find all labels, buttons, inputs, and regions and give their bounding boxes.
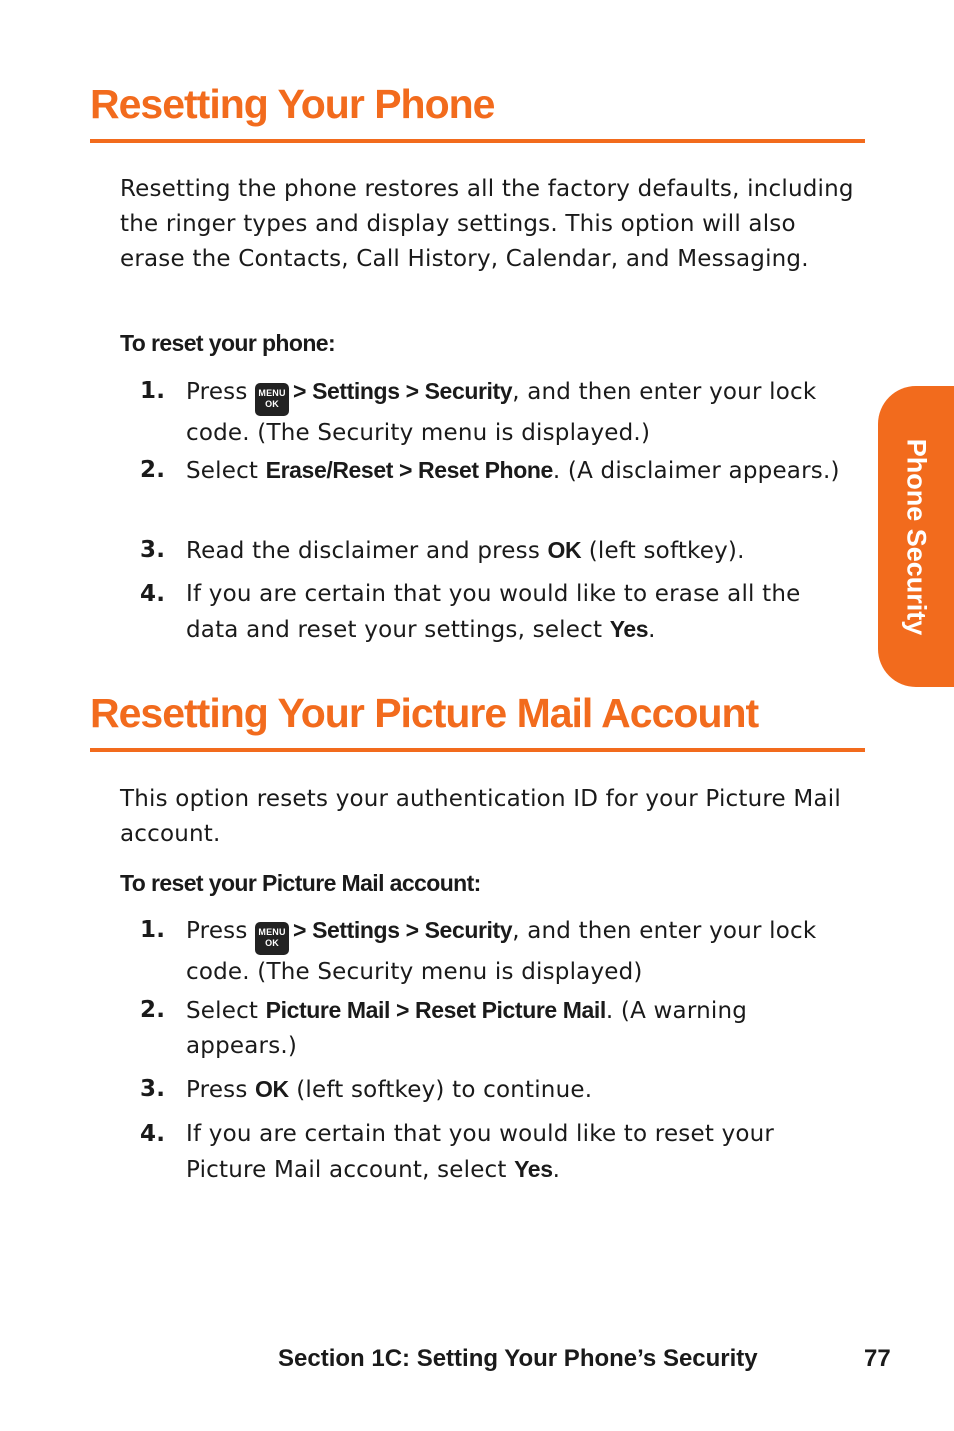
step-text: Select	[186, 998, 266, 1024]
step-item	[140, 1072, 860, 1108]
step-number: 4.	[140, 1121, 166, 1147]
step-number: 2.	[140, 457, 166, 483]
step-item	[140, 913, 860, 990]
step-item	[140, 577, 860, 648]
procedure-lead: To reset your Picture Mail account:	[120, 870, 481, 896]
step-text: Press	[186, 379, 256, 405]
step-bold-text: Yes	[514, 1156, 553, 1182]
step-text: Select	[186, 458, 266, 484]
step-text: Press	[186, 1077, 256, 1103]
step-bold-text: Picture Mail > Reset Picture Mail	[265, 997, 606, 1023]
step-text: , and then enter your lock code. (The Security menu is displayed)	[186, 918, 817, 985]
step-item	[140, 533, 860, 569]
step-text: (left softkey).	[581, 538, 745, 564]
step-text: If you are certain that you would like to erase all the data and reset your settings, select	[186, 581, 801, 643]
side-tab-label: Phone Security	[901, 438, 932, 635]
step-text: .	[648, 617, 656, 643]
page-number: 77	[864, 1345, 891, 1372]
section-title-resetting-phone: Resetting Your Phone	[90, 84, 865, 143]
step-item	[140, 453, 860, 489]
step-number: 4.	[140, 581, 166, 607]
step-bold-text: Yes	[609, 616, 649, 642]
step-bold-text: Erase/Reset > Reset Phone	[265, 457, 553, 483]
step-text: . (A warning appears.)	[186, 998, 748, 1059]
step-item	[140, 374, 860, 451]
step-bold-text: > Settings > Security	[293, 917, 513, 943]
step-bold-text: OK	[547, 537, 582, 563]
intro-paragraph: This option resets your authentication ID for your Picture Mail account.	[120, 786, 841, 847]
step-text: Read the disclaimer and press	[186, 538, 548, 564]
intro-paragraph: Resetting the phone restores all the factory defaults, including the ringer types and display settings. This option will also erase the Contacts, Call History, Calendar, and Messaging.	[120, 176, 854, 272]
step-bold-text: OK	[255, 1076, 289, 1102]
menu-ok-key-icon: MENU OK	[255, 383, 289, 416]
step-text: If you are certain that you would like to reset your Picture Mail account, select	[186, 1121, 775, 1183]
procedure-lead: To reset your phone:	[120, 330, 336, 356]
step-text: , and then enter your lock code. (The Security menu is displayed.)	[186, 379, 817, 446]
step-bold-text: > Settings > Security	[293, 378, 513, 404]
step-text: . (A disclaimer appears.)	[552, 458, 840, 484]
step-text: (left softkey) to continue.	[288, 1077, 593, 1103]
step-item	[140, 993, 860, 1064]
side-section-tab	[878, 386, 954, 687]
section-title-resetting-picture-mail: Resetting Your Picture Mail Account	[90, 693, 865, 752]
step-number: 3.	[140, 537, 166, 563]
step-item	[140, 1117, 860, 1188]
menu-ok-key-icon: MENU OK	[255, 922, 289, 955]
step-number: 3.	[140, 1076, 166, 1102]
step-number: 1.	[140, 378, 166, 404]
step-text: .	[552, 1157, 561, 1183]
footer-section-title: Section 1C: Setting Your Phone’s Security	[278, 1345, 758, 1372]
step-text: Press	[186, 918, 256, 944]
step-number: 2.	[140, 997, 166, 1023]
step-number: 1.	[140, 917, 166, 943]
